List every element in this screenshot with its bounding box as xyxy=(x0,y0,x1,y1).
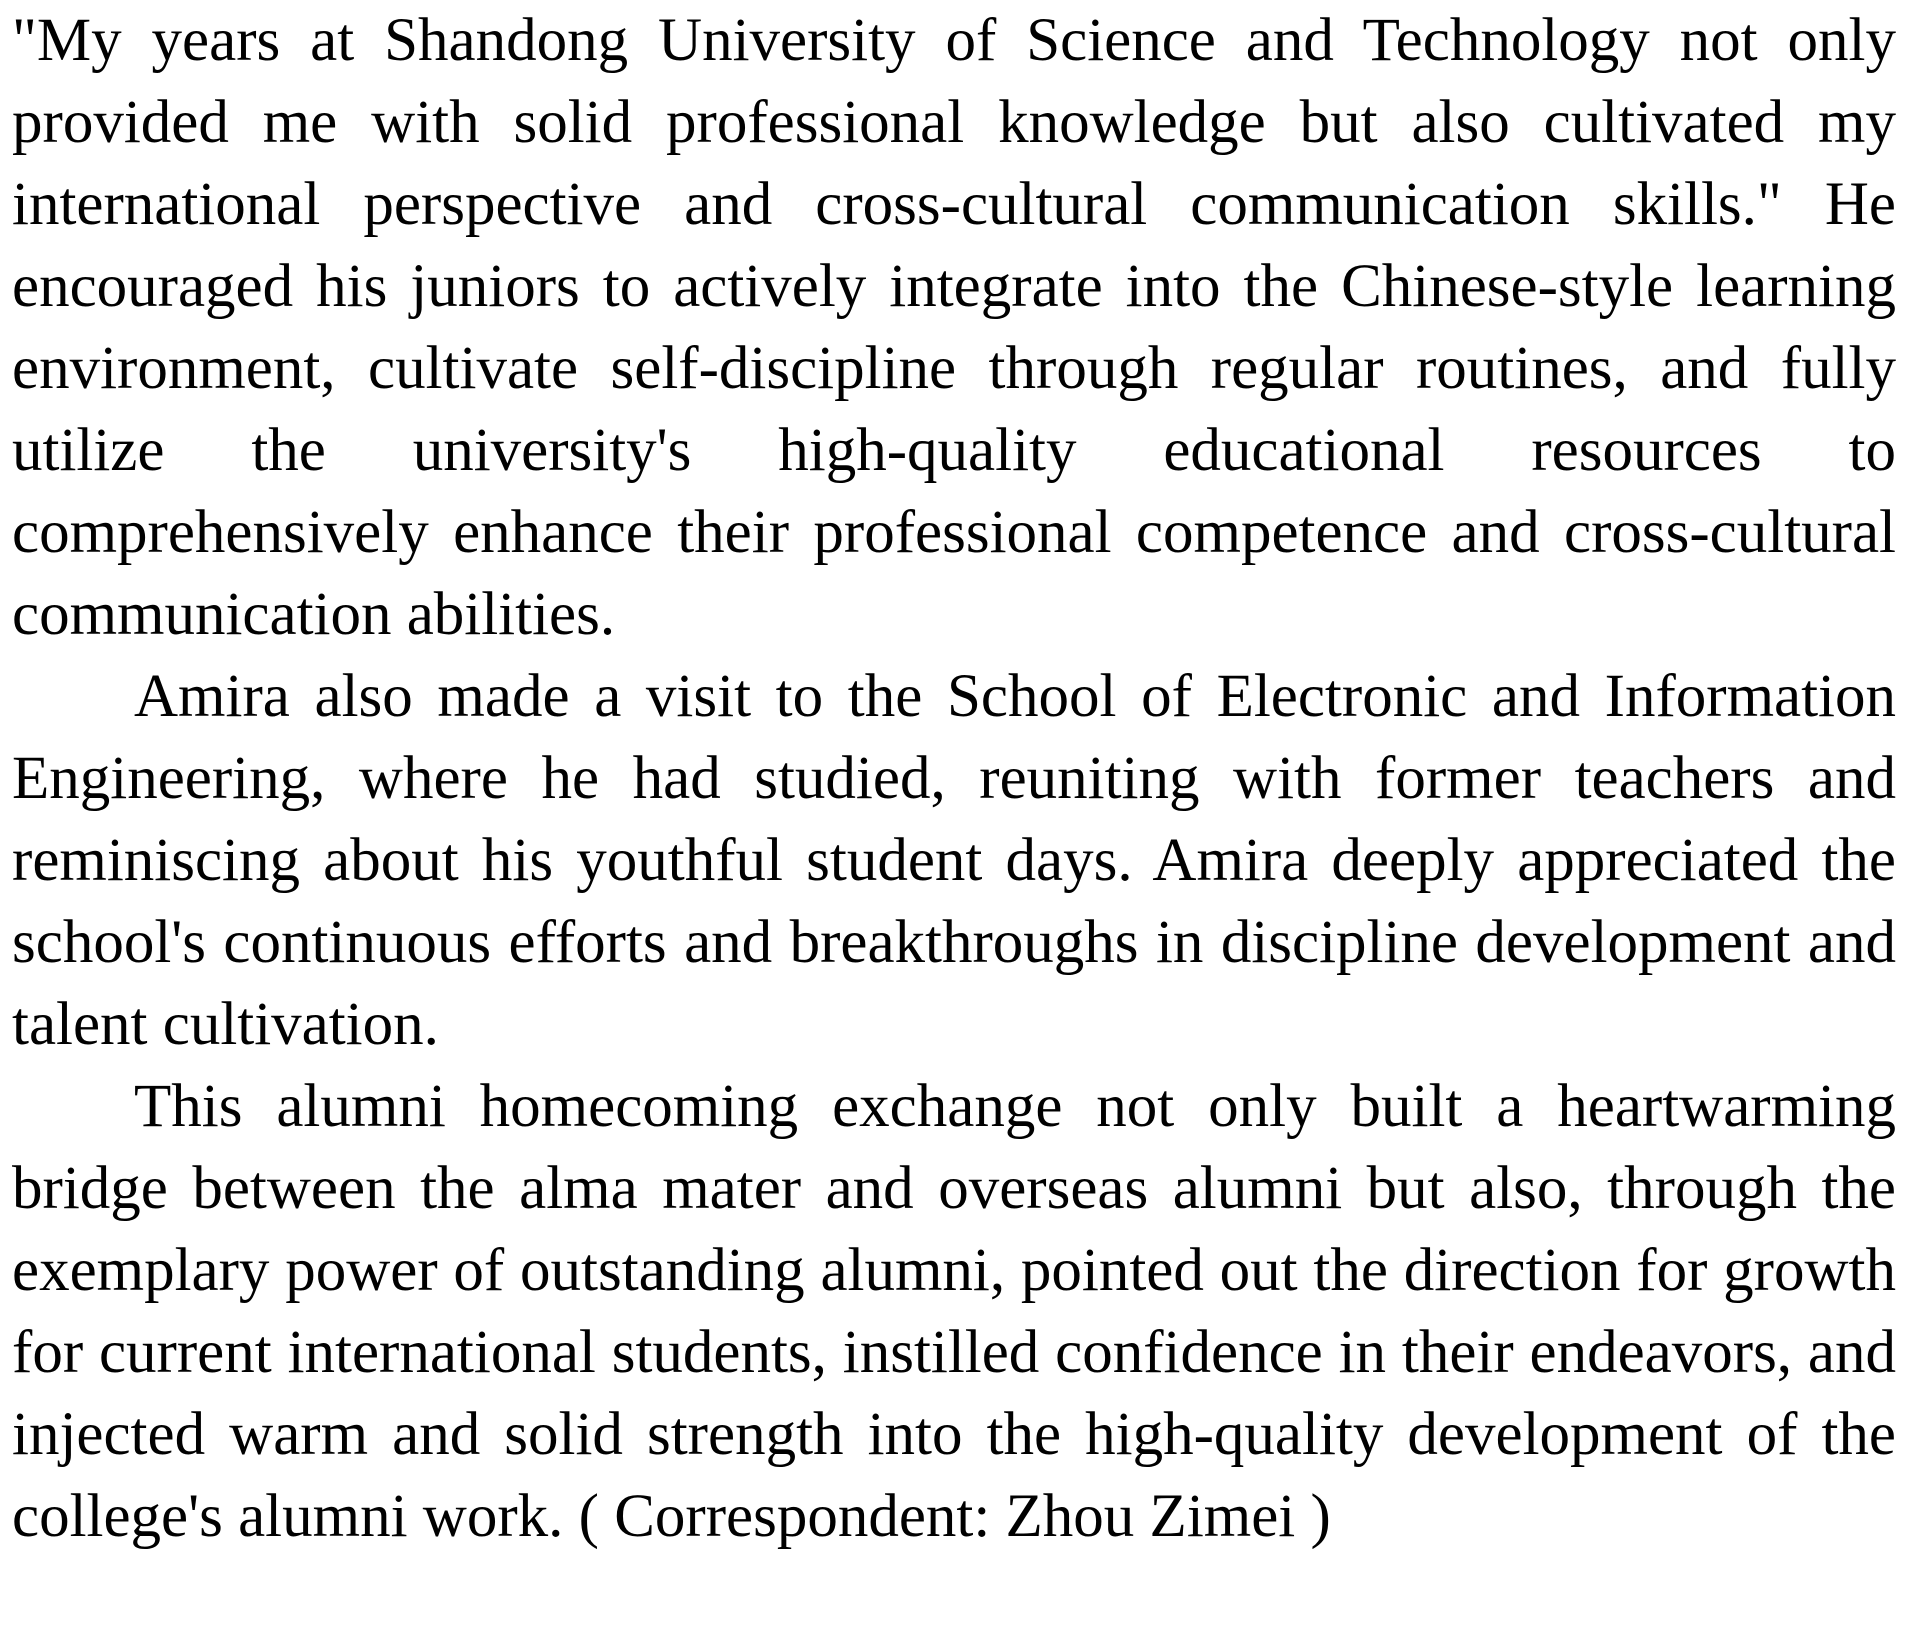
paragraph-school-visit: Amira also made a visit to the School of Electronic and Information Engineering, where he had studied, reuniting with former teachers and reminiscing about his youthful student days. Amira deeply appreciated the school's continuous efforts and breakthroughs in discipline development and talent cultivation. xyxy=(12,663,1896,1058)
article-body xyxy=(12,0,1896,1558)
paragraph-conclusion: This alumni homecoming exchange not only built a heartwarming bridge between the alma mater and overseas alumni but also, through the exemplary power of outstanding alumni, pointed out the direction for growth for current international students, instilled confidence in their endeavors, and injected warm and solid strength into the high-quality development of the college's alumni work. ( Correspondent: Zhou Zimei ) xyxy=(12,1073,1896,1550)
paragraph-quote-and-encouragement: "My years at Shandong University of Science and Technology not only provided me with solid professional knowledge but also cultivated my international perspective and cross-cultural communication skills." He encouraged his juniors to actively integrate into the Chinese-style learning environment, cultivate self-discipline through regular routines, and fully utilize the university's high-quality educational resources to comprehensively enhance their professional competence and cross-cultural communication abilities. xyxy=(12,7,1896,648)
